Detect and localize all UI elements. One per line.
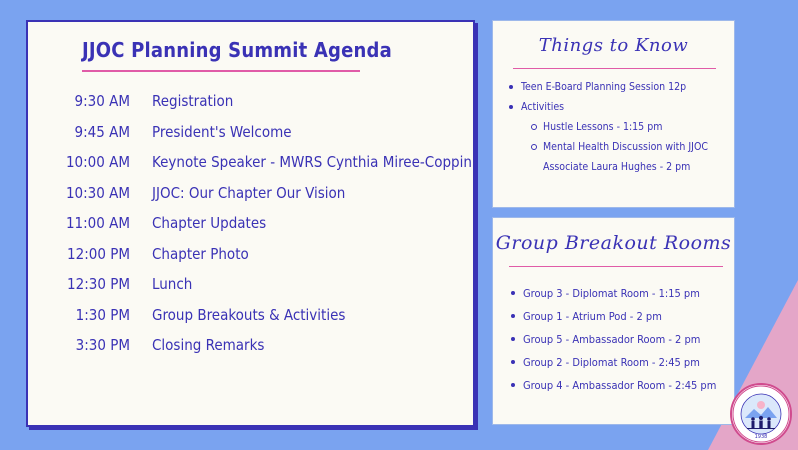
- agenda-list: [28, 92, 473, 367]
- agenda-time: 11:00 AM: [65, 214, 130, 232]
- agenda-row: [28, 336, 473, 367]
- agenda-row: [28, 275, 473, 306]
- things-to-know-list: [505, 77, 730, 177]
- agenda-time: 3:30 PM: [75, 336, 130, 354]
- agenda-event: Closing Remarks: [152, 336, 265, 354]
- agenda-event: Lunch: [152, 275, 193, 293]
- sub-list-item: Mental Health Discussion with JJOC Associate Laura Hughes - 2 pm: [505, 137, 730, 177]
- agenda-row: [28, 92, 473, 123]
- agenda-card: [26, 20, 475, 427]
- list-item: Group 2 - Diplomat Room - 2:45 pm: [507, 351, 747, 374]
- agenda-event: Chapter Photo: [152, 244, 249, 263]
- list-item: Group 5 - Ambassador Room - 2 pm: [507, 328, 747, 351]
- list-item: Teen E-Board Planning Session 12p: [505, 77, 730, 97]
- breakout-rooms-list: [507, 282, 747, 397]
- agenda-title: JJOC Planning Summit Agenda: [82, 38, 392, 62]
- agenda-title-underline: [82, 70, 360, 72]
- agenda-event: JJOC: Our Chapter Our Vision: [152, 183, 346, 202]
- agenda-row: [28, 245, 473, 276]
- breakout-rooms-title: Group Breakout Rooms: [495, 232, 732, 254]
- agenda-row: [28, 153, 473, 184]
- sub-list-item: Hustle Lessons - 1:15 pm: [505, 117, 730, 137]
- agenda-time: 12:00 PM: [67, 244, 130, 263]
- list-item: Group 3 - Diplomat Room - 1:15 pm: [507, 282, 747, 305]
- seal-graphic-icon: [732, 385, 790, 443]
- agenda-time: 1:30 PM: [75, 305, 130, 324]
- breakout-rooms-divider: [509, 266, 723, 267]
- things-to-know-card: [492, 20, 735, 208]
- agenda-time: 9:30 AM: [74, 92, 130, 110]
- jack-and-jill-seal-logo: [730, 383, 792, 445]
- agenda-row: [28, 214, 473, 245]
- things-to-know-divider: [513, 68, 716, 69]
- agenda-time: 12:30 PM: [67, 275, 130, 293]
- agenda-row: [28, 184, 473, 215]
- agenda-row: [28, 306, 473, 337]
- list-item: Group 4 - Ambassador Room - 2:45 pm: [507, 374, 747, 397]
- breakout-rooms-card: [492, 217, 735, 425]
- list-item: Activities: [505, 97, 730, 117]
- agenda-event: Chapter Updates: [152, 214, 267, 232]
- things-to-know-title: Things to Know: [538, 35, 689, 56]
- agenda-event: Registration: [152, 92, 234, 110]
- agenda-time: 9:45 AM: [74, 122, 130, 141]
- agenda-time: 10:00 AM: [65, 153, 130, 171]
- agenda-event: Keynote Speaker - MWRS Cynthia Miree-Coppin: [152, 153, 472, 171]
- agenda-event: Group Breakouts & Activities: [152, 305, 346, 324]
- agenda-row: [28, 123, 473, 154]
- list-item: Group 1 - Atrium Pod - 2 pm: [507, 305, 747, 328]
- agenda-event: President's Welcome: [152, 122, 292, 141]
- svg-text:1938: 1938: [754, 434, 768, 440]
- agenda-time: 10:30 AM: [65, 183, 130, 202]
